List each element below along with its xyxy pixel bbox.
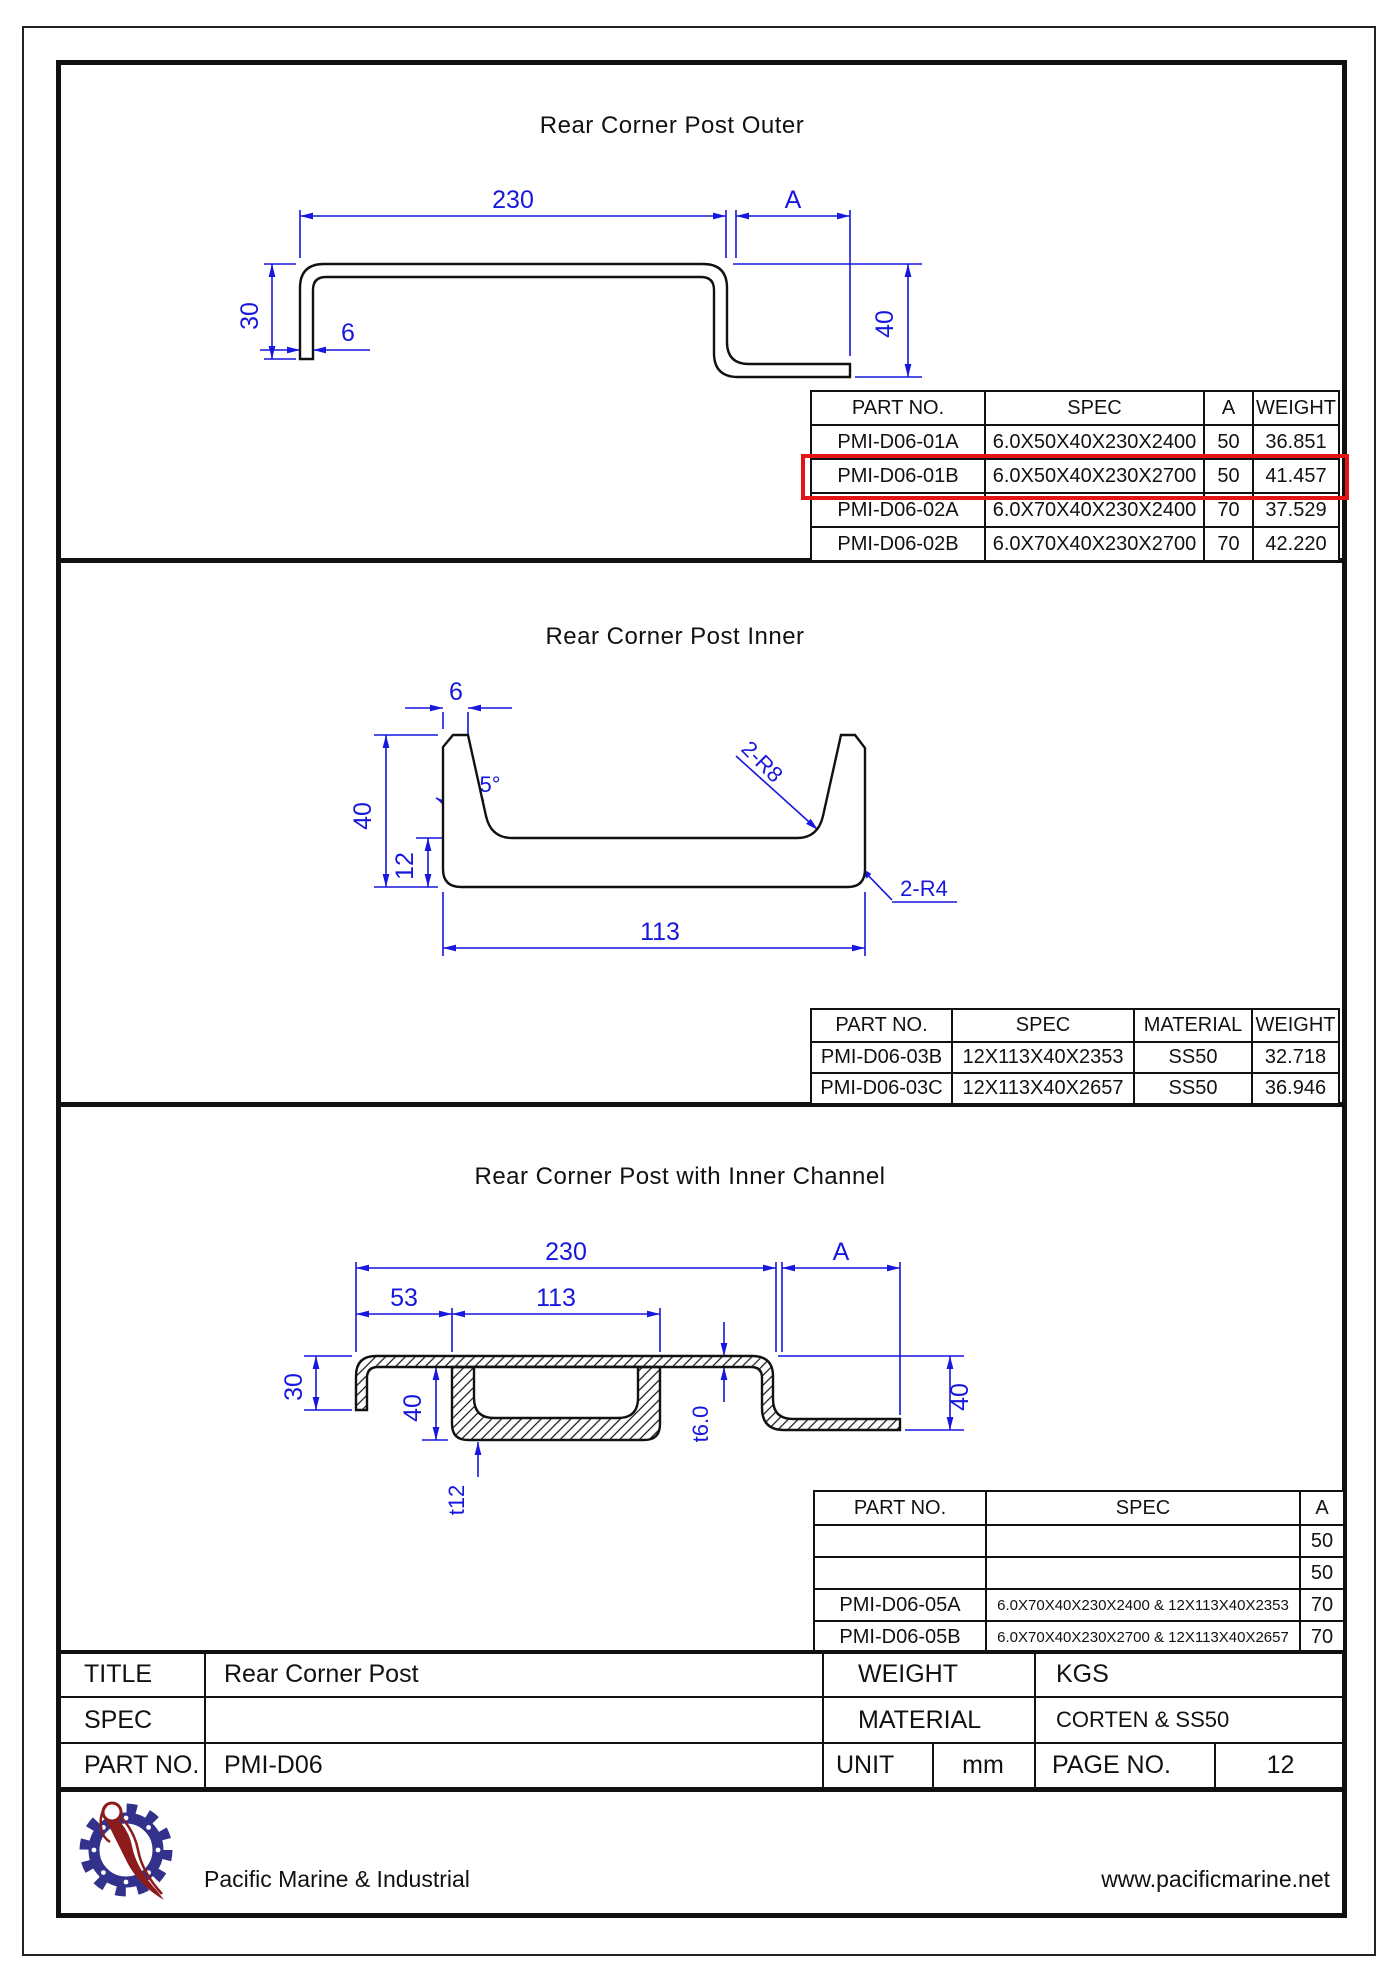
cell: 32.718	[1252, 1042, 1339, 1073]
col-header: PART NO.	[814, 1491, 986, 1525]
dim-label-53: 53	[390, 1284, 418, 1312]
dim-label-113: 113	[536, 1284, 576, 1312]
dim-label-230: 230	[545, 1238, 587, 1266]
cell: 42.220	[1253, 527, 1339, 561]
col-header: A	[1204, 391, 1253, 425]
highlight-box	[801, 454, 1349, 500]
cell: 36.851	[1253, 425, 1339, 459]
col-header: SPEC	[952, 1009, 1134, 1042]
website-url: www.pacificmarine.net	[1101, 1866, 1330, 1892]
cell: 70	[1300, 1589, 1344, 1621]
page-no-value: 12	[1266, 1751, 1295, 1779]
section-title-inner: Rear Corner Post Inner	[545, 623, 805, 650]
combined-channel-cavity	[474, 1367, 638, 1418]
title-block-vline	[1034, 1650, 1036, 1792]
cell: PMI-D06-03B	[811, 1042, 952, 1073]
title-block-vline	[822, 1650, 824, 1792]
cell	[814, 1525, 986, 1557]
dim-label-fillet-r4: 2-R4	[900, 876, 948, 901]
col-header: SPEC	[985, 391, 1204, 425]
title-block-vline	[204, 1650, 206, 1792]
dim-label-6: 6	[449, 678, 463, 706]
title-label: TITLE	[84, 1659, 153, 1688]
dim-label-30: 30	[280, 1373, 308, 1401]
title-block-bottom-line	[56, 1787, 1347, 1792]
cell	[814, 1557, 986, 1589]
dim-label-30: 30	[236, 302, 264, 330]
page-no-label: PAGE NO.	[1052, 1751, 1172, 1779]
cell: 37.529	[1253, 493, 1339, 527]
table-row	[814, 1525, 1344, 1557]
col-header: A	[1300, 1491, 1344, 1525]
dim-label-40: 40	[349, 802, 377, 830]
title-value: Rear Corner Post	[224, 1659, 419, 1688]
cell: PMI-D06-02B	[811, 527, 985, 561]
material-label: MATERIAL	[858, 1705, 982, 1734]
col-header: WEIGHT	[1252, 1009, 1339, 1042]
cell	[986, 1557, 1300, 1589]
cell: PMI-D06-05B	[814, 1621, 986, 1653]
cell: PMI-D06-01B	[811, 459, 985, 493]
cell: 6.0X70X40X230X2700 & 12X113X40X2657	[986, 1621, 1300, 1653]
cell: 6.0X50X40X230X2400	[985, 425, 1204, 459]
cell: 12X113X40X2353	[952, 1042, 1134, 1073]
combined-post-spec-table	[813, 1490, 1345, 1654]
unit-label: UNIT	[836, 1751, 895, 1779]
inner-post-spec-table	[810, 1008, 1340, 1105]
dim-label-t12: t12	[444, 1484, 469, 1516]
table-row	[814, 1557, 1344, 1589]
dim-label-draft-angle: 5°	[479, 772, 501, 797]
dim-label-230: 230	[492, 186, 534, 214]
weight-label: WEIGHT	[858, 1659, 958, 1688]
section-title-combined: Rear Corner Post with Inner Channel	[474, 1163, 886, 1190]
dim-label-A: A	[832, 1238, 850, 1266]
table-row	[811, 1042, 1339, 1073]
cell: 6.0X70X40X230X2400	[985, 493, 1204, 527]
cell: 70	[1300, 1621, 1344, 1653]
part-no-value: PMI-D06	[224, 1751, 323, 1779]
spec-label: SPEC	[84, 1705, 153, 1734]
cell: SS50	[1134, 1042, 1252, 1073]
cell: 50	[1300, 1557, 1344, 1589]
table-row	[814, 1621, 1344, 1653]
company-logo	[76, 1798, 176, 1912]
company-name: Pacific Marine & Industrial	[204, 1866, 470, 1892]
cell: 6.0X70X40X230X2400 & 12X113X40X2353	[986, 1589, 1300, 1621]
cell: 70	[1204, 493, 1253, 527]
cell: PMI-D06-02A	[811, 493, 985, 527]
col-header: PART NO.	[811, 391, 985, 425]
table-row	[814, 1589, 1344, 1621]
dim-label-fillet-r8: 2-R8	[736, 735, 788, 788]
cell: 50	[1300, 1525, 1344, 1557]
dim-label-t6: t6.0	[688, 1405, 713, 1443]
weight-value: KGS	[1056, 1659, 1109, 1688]
cell: 12X113X40X2657	[952, 1073, 1134, 1104]
table-row	[811, 1073, 1339, 1104]
outer-post-profile	[300, 264, 850, 377]
section-title-outer: Rear Corner Post Outer	[539, 112, 805, 139]
cell: PMI-D06-03C	[811, 1073, 952, 1104]
dim-label-A: A	[784, 186, 802, 214]
dim-label-12: 12	[391, 852, 419, 880]
cell: 36.946	[1252, 1073, 1339, 1104]
cell: 6.0X50X40X230X2700	[985, 459, 1204, 493]
inner-post-profile	[443, 735, 865, 887]
table-row	[811, 527, 1339, 561]
cell	[986, 1525, 1300, 1557]
cell: 50	[1204, 425, 1253, 459]
col-header: PART NO.	[811, 1009, 952, 1042]
dim-label-113: 113	[640, 918, 680, 946]
dim-label-40: 40	[871, 310, 899, 338]
cell: SS50	[1134, 1073, 1252, 1104]
col-header: MATERIAL	[1134, 1009, 1252, 1042]
cell: 6.0X70X40X230X2700	[985, 527, 1204, 561]
dim-label-40-left: 40	[399, 1394, 427, 1422]
cell: PMI-D06-01A	[811, 425, 985, 459]
outer-post-dimensions	[236, 186, 922, 377]
dim-label-6: 6	[341, 319, 355, 347]
part-no-label: PART NO.	[84, 1751, 200, 1779]
material-value: CORTEN & SS50	[1056, 1707, 1230, 1732]
cell: 41.457	[1253, 459, 1339, 493]
col-header: SPEC	[986, 1491, 1300, 1525]
cell: 70	[1204, 527, 1253, 561]
unit-value: mm	[962, 1751, 1004, 1779]
dim-label-40-right: 40	[946, 1383, 974, 1411]
cell: PMI-D06-05A	[814, 1589, 986, 1621]
col-header: WEIGHT	[1253, 391, 1339, 425]
cell: 50	[1204, 459, 1253, 493]
